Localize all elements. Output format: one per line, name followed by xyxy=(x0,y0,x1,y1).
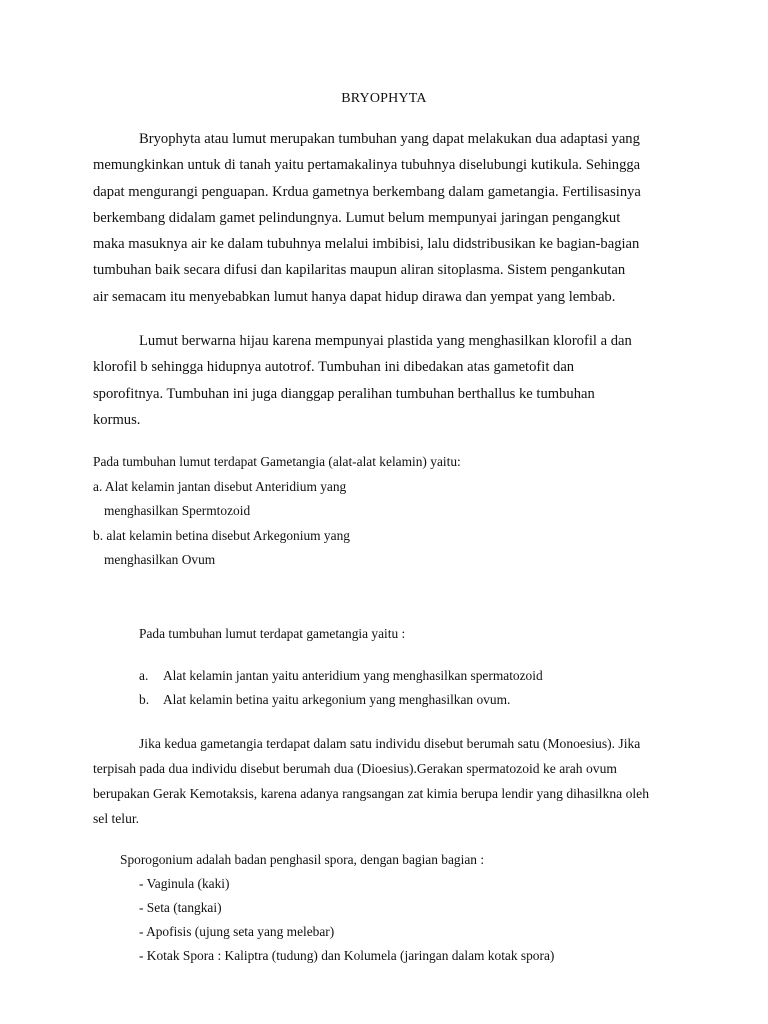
gametangia-intro-2: Pada tumbuhan lumut terdapat gametangia yaitu : xyxy=(139,626,406,641)
list-item-a: a. Alat kelamin jantan disebut Anteridium yang xyxy=(93,478,347,494)
list-item-b: b. alat kelamin betina disebut Arkegonium yang xyxy=(93,527,350,543)
paragraph-line: sel telur. xyxy=(93,811,140,826)
sporogonium-item: - Vaginula (kaki) xyxy=(139,876,230,891)
paragraph-line: berkembang didalam gamet pelindungnya. Lumut belum mempunyai jaringan pengangkut xyxy=(93,209,621,226)
list-item-b-cont: menghasilkan Ovum xyxy=(104,552,216,567)
list-item xyxy=(139,668,543,684)
sporogonium-item: - Kotak Spora : Kaliptra (tudung) dan Kolumela (jaringan dalam kotak spora) xyxy=(139,948,555,963)
paragraph-berumah xyxy=(93,731,683,831)
paragraph-line: sporofitnya. Tumbuhan ini juga dianggap peralihan tumbuhan berthallus ke tumbuhan xyxy=(93,385,595,402)
page-title: BRYOPHYTA xyxy=(341,91,427,106)
gametangia-list-1 xyxy=(93,450,461,573)
paragraph-line: memungkinkan untuk di tanah yaitu pertamakalinya tubuhnya diselubungi kutikula. Sehingga xyxy=(93,157,641,174)
paragraph-line: berupakan Gerak Kemotaksis, karena adanya rangsangan zat kimia berupa lendir yang dihasilkna oleh xyxy=(93,786,649,801)
paragraph-line: air semacam itu menyebabkan lumut hanya dapat hidup dirawa dan yempat yang lembab. xyxy=(93,288,616,305)
paragraph-line: maka masuknya air ke dalam tubuhnya melalui imbibisi, lalu didstribusikan ke bagian-bagian xyxy=(93,236,640,253)
paragraph-line: klorofil b sehingga hidupnya autotrof. Tumbuhan ini dibedakan atas gametofit dan xyxy=(93,359,575,376)
list-item xyxy=(139,692,510,708)
paragraph-line: kormus. xyxy=(93,411,141,428)
paragraph-line: terpisah pada dua individu disebut berumah dua (Dioesius).Gerakan spermatozoid ke arah ovum xyxy=(93,761,617,776)
paragraph-line: Lumut berwarna hijau karena mempunyai plastida yang menghasilkan klorofil a dan xyxy=(139,333,632,349)
sporogonium-item: - Seta (tangkai) xyxy=(139,900,222,915)
paragraph-line: dapat mengurangi penguapan. Krdua gametnya berkembang dalam gametangia. Fertilisasinya xyxy=(93,183,641,200)
sporogonium-item: - Apofisis (ujung seta yang melebar) xyxy=(139,924,335,939)
sporogonium-intro: Sporogonium adalah badan penghasil spora, dengan bagian bagian : xyxy=(120,852,485,867)
paragraph-line: Jika kedua gametangia terdapat dalam satu individu disebut berumah satu (Monoesius). Jika xyxy=(139,736,641,751)
list-text: Alat kelamin betina yaitu arkegonium yang menghasilkan ovum. xyxy=(163,692,511,707)
list-marker: a. xyxy=(139,668,149,683)
paragraph-line: tumbuhan baik secara difusi dan kapilaritas maupun aliran sitoplasma. Sistem pengankutan xyxy=(93,262,626,279)
list-text: Alat kelamin jantan yaitu anteridium yang menghasilkan spermatozoid xyxy=(163,668,543,683)
list-item-a-cont: menghasilkan Spermtozoid xyxy=(104,503,251,518)
paragraph-line: Bryophyta atau lumut merupakan tumbuhan yang dapat melakukan dua adaptasi yang xyxy=(139,131,640,147)
paragraph-bryophyta-intro xyxy=(93,126,678,310)
list-intro: Pada tumbuhan lumut terdapat Gametangia (alat-alat kelamin) yaitu: xyxy=(93,454,461,469)
paragraph-lumut-hijau xyxy=(93,328,678,433)
list-marker: b. xyxy=(139,692,150,707)
